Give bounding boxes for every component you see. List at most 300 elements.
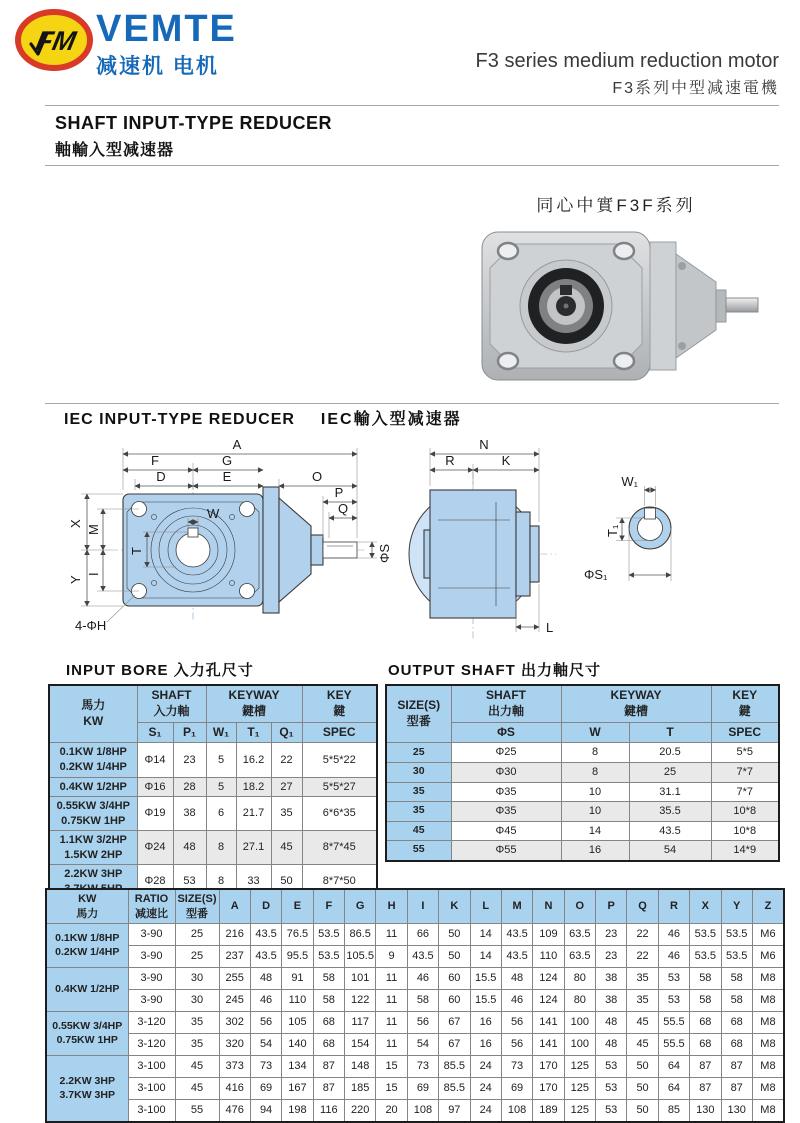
dim-cell: 76.5 [282,924,313,946]
dim-cell: 14 [470,946,501,968]
dim-cell: 53 [596,1100,627,1123]
dimension-row [46,990,784,1012]
dim-label: T [129,547,144,555]
size-cell: 45 [386,821,451,841]
power-cell: 1.1KW 3/2HP 1.5KW 2HP [49,831,137,865]
dim-cell: 15 [376,1056,407,1078]
dim-label: 4-ΦH [75,618,107,633]
shaft-section-drawing [572,448,702,613]
dim-cell: 55 [175,1100,219,1123]
dim-cell: 68 [313,1012,344,1034]
column-header: P [596,889,627,924]
dim-cell: 43.5 [629,821,711,841]
dim-cell: 5 [206,743,236,777]
dim-cell: 87 [721,1078,752,1100]
column-header: SPEC [711,722,779,743]
dim-cell: 85.5 [439,1078,470,1100]
dim-cell: 3-120 [128,1012,175,1034]
dim-cell: 189 [533,1100,564,1123]
header-row [49,685,377,722]
dim-cell: M6 [752,946,784,968]
dim-cell: 55.5 [658,1012,689,1034]
dim-cell: M8 [752,1100,784,1123]
dim-cell: 10 [561,782,629,802]
dim-cell: 68 [690,1012,721,1034]
dim-cell: 53.5 [690,946,721,968]
dim-cell: 43.5 [250,924,281,946]
dim-cell: 124 [533,968,564,990]
dim-cell: 54 [629,841,711,861]
dim-cell: 53 [658,968,689,990]
size-cell: 35 [386,782,451,802]
dim-cell: 53 [173,865,206,900]
dim-cell: 30 [175,968,219,990]
dim-cell: 28 [173,777,206,797]
dim-cell: 43.5 [501,946,532,968]
iec-heading-zh: IEC輸入型减速器 [320,411,462,428]
dim-cell: 125 [564,1100,595,1123]
dim-cell: 66 [407,924,438,946]
dim-cell: 48 [173,831,206,865]
dimension-row [46,1056,784,1078]
dim-cell: 64 [658,1056,689,1078]
dim-cell: 416 [219,1078,250,1100]
dim-cell: 5*5 [711,743,779,763]
dim-cell: Φ35 [451,782,561,802]
column-header: SHAFT 出力軸 [451,685,561,722]
size-cell: 30 [386,763,451,783]
dim-cell: 85.5 [439,1056,470,1078]
dim-cell: 15 [376,1078,407,1100]
dim-cell: 11 [376,968,407,990]
dim-cell: 16 [470,1012,501,1034]
dim-cell: 23 [596,946,627,968]
dim-cell: Φ16 [137,777,173,797]
dim-cell: 109 [533,924,564,946]
dim-cell: 45 [627,1012,658,1034]
dim-label: T₁ [605,524,620,537]
power-cell: 2.2KW 3HP [49,865,137,900]
dim-cell: 100 [564,1012,595,1034]
dim-cell: 67 [439,1012,470,1034]
output-shaft-heading-en: OUTPUT SHAFT [388,662,516,679]
column-header: Q [627,889,658,924]
dim-cell: 302 [219,1012,250,1034]
dim-cell: 216 [219,924,250,946]
dim-cell: 50 [439,946,470,968]
power-cell: 0.55KW 3/4HP 0.75KW 1HP [46,1012,128,1056]
dim-cell: 110 [282,990,313,1012]
size-cell: 25 [386,743,451,763]
dim-cell: Φ25 [451,743,561,763]
dim-label: D [156,469,166,484]
column-header: T₁ [236,722,271,743]
column-header: N [533,889,564,924]
dim-cell: 105 [282,1012,313,1034]
power-cell: 0.4KW 1/2HP [46,968,128,1012]
dim-cell: 198 [282,1100,313,1123]
dim-cell: 46 [407,968,438,990]
dim-cell: M8 [752,1078,784,1100]
output-shaft-row [386,802,779,822]
dim-cell: 35 [271,797,302,831]
dim-cell: 8*7*45 [302,831,377,865]
dim-cell: 63.5 [564,946,595,968]
dim-cell: 50 [627,1056,658,1078]
dim-cell: 58 [721,968,752,990]
dim-cell: 16.2 [236,743,271,777]
input-bore-heading [66,659,254,680]
dim-label: Y [68,575,83,584]
dim-label: X [68,519,83,528]
dimension-row [46,1078,784,1100]
input-bore-table [48,684,378,900]
dim-cell: 33 [236,865,271,900]
dim-label: A [232,437,242,452]
dim-cell: 24 [470,1056,501,1078]
dim-cell: 124 [533,990,564,1012]
dim-cell: 87 [313,1056,344,1078]
dim-cell: 56 [250,1012,281,1034]
dim-cell: 58 [313,968,344,990]
column-header: SIZE(S) 型番 [175,889,219,924]
power-cell: 0.1KW 1/8HP 0.2KW 1/4HP [49,743,137,777]
dim-cell: 50 [271,865,302,900]
brand-block [96,10,237,80]
dim-cell: 53.5 [313,946,344,968]
dim-cell: 25 [629,763,711,783]
output-shaft-heading-zh: 出力軸尺寸 [521,662,602,679]
dim-cell: 7*7 [711,763,779,783]
dim-cell: 35 [627,990,658,1012]
column-header: Q₁ [271,722,302,743]
dim-label: W₁ [621,474,638,489]
column-header: KEYWAY 鍵槽 [561,685,711,722]
dim-cell: 15.5 [470,968,501,990]
dim-cell: 97 [439,1100,470,1123]
column-header: F [313,889,344,924]
column-header: T [629,722,711,743]
dimension-row [46,946,784,968]
column-header: G [345,889,376,924]
column-header: SIZE(S) 型番 [386,685,451,743]
dim-cell: 373 [219,1056,250,1078]
dim-cell: 22 [627,946,658,968]
dim-label: E [222,469,232,484]
dim-cell: 54 [407,1034,438,1056]
dim-cell: 3-100 [128,1056,175,1078]
dim-cell: 125 [564,1056,595,1078]
dim-cell: 148 [345,1056,376,1078]
dim-cell: 85 [658,1100,689,1123]
dim-cell: 69 [250,1078,281,1100]
dim-cell: 122 [345,990,376,1012]
dim-cell: 80 [564,990,595,1012]
dim-cell: 58 [313,990,344,1012]
dim-cell: 31.1 [629,782,711,802]
dim-cell: 6 [206,797,236,831]
dim-cell: 141 [533,1034,564,1056]
dim-cell: 108 [501,1100,532,1123]
dim-cell: 8 [206,831,236,865]
page-title-en: SHAFT INPUT-TYPE REDUCER [55,113,333,133]
dim-cell: 10*8 [711,821,779,841]
divider [45,403,779,404]
output-shaft-row [386,763,779,783]
dim-cell: 22 [271,743,302,777]
dim-cell: 237 [219,946,250,968]
dim-cell: 45 [175,1056,219,1078]
dim-label: O [311,469,323,484]
dim-cell: 53.5 [721,924,752,946]
dimension-row [46,1012,784,1034]
dim-cell: 8*7*50 [302,865,377,900]
dim-cell: 25 [175,946,219,968]
dim-cell: 134 [282,1056,313,1078]
dim-cell: 68 [313,1034,344,1056]
dim-cell: 14 [470,924,501,946]
input-bore-row [49,831,377,865]
dim-cell: 45 [175,1078,219,1100]
dim-cell: 21.7 [236,797,271,831]
dim-cell: 8 [206,865,236,900]
page-title-block [55,113,332,160]
product-photo [470,224,762,388]
dim-cell: 50 [627,1100,658,1123]
header-row [386,685,779,722]
dim-cell: 9 [376,946,407,968]
dim-cell: 68 [721,1012,752,1034]
dim-cell: 73 [407,1056,438,1078]
input-bore-row [49,743,377,777]
output-shaft-row [386,782,779,802]
dim-cell: 45 [627,1034,658,1056]
dim-cell: M6 [752,924,784,946]
dim-cell: 130 [690,1100,721,1123]
dim-cell: 23 [596,924,627,946]
column-header: P₁ [173,722,206,743]
dimension-row [46,924,784,946]
column-header: ΦS [451,722,561,743]
dim-cell: 58 [690,968,721,990]
dim-cell: 38 [596,990,627,1012]
dimension-table [45,888,785,1123]
dim-cell: Φ55 [451,841,561,861]
dim-cell: 20 [376,1100,407,1123]
column-header: KW 馬力 [46,889,128,924]
dim-cell: 87 [313,1078,344,1100]
dim-label: N [479,437,489,452]
dim-cell: 73 [250,1056,281,1078]
dim-cell: 3-100 [128,1078,175,1100]
dim-cell: 60 [439,968,470,990]
output-shaft-table [385,684,780,862]
column-header: D [250,889,281,924]
dim-cell: 220 [345,1100,376,1123]
dim-label: W [207,506,220,521]
dim-cell: 22 [627,924,658,946]
dim-cell: 117 [345,1012,376,1034]
input-bore-heading-en: INPUT BORE [66,662,169,679]
brand-subtitle: 减速机 电机 [96,55,219,78]
dim-cell: 94 [250,1100,281,1123]
dim-cell: 80 [564,968,595,990]
logo-oval-icon [14,8,94,72]
column-header: K [439,889,470,924]
size-cell: 35 [386,802,451,822]
dim-cell: M8 [752,968,784,990]
dim-cell: M8 [752,1012,784,1034]
dim-cell: 58 [407,990,438,1012]
dim-label: L [546,620,554,635]
dim-label: F [151,453,159,468]
dim-cell: 87 [690,1078,721,1100]
column-header: H [376,889,407,924]
dim-cell: 11 [376,1012,407,1034]
series-title-block [476,50,779,98]
dim-cell: 54 [250,1034,281,1056]
dim-cell: 46 [250,990,281,1012]
dim-cell: 58 [721,990,752,1012]
dim-cell: 56 [501,1012,532,1034]
power-cell: 0.55KW 3/4HP 0.75KW 1HP [49,797,137,831]
dim-cell: 35 [175,1034,219,1056]
dim-cell: 87 [690,1056,721,1078]
dim-cell: 53.5 [313,924,344,946]
dim-cell: 87 [721,1056,752,1078]
dim-cell: 69 [501,1078,532,1100]
dim-cell: 60 [439,990,470,1012]
input-bore-row [49,777,377,797]
dim-cell: 3-90 [128,990,175,1012]
dim-cell: 100 [564,1034,595,1056]
column-header: KEY 鍵 [711,685,779,722]
column-header: A [219,889,250,924]
dim-cell: 14*9 [711,841,779,861]
dim-label: I [86,572,101,576]
dim-cell: 35 [175,1012,219,1034]
input-bore-heading-zh: 入力孔尺寸 [173,662,254,679]
column-header: SHAFT 入力軸 [137,685,206,722]
dim-label: M [86,524,101,535]
output-shaft-row [386,841,779,861]
column-header: L [470,889,501,924]
dim-cell: 6*6*35 [302,797,377,831]
dim-cell: 3-90 [128,946,175,968]
column-header: R [658,889,689,924]
column-header: 馬力 KW [49,685,137,743]
column-header: KEY 鍵 [302,685,377,722]
divider [45,165,779,166]
dim-label: P [334,485,344,500]
dim-cell: 320 [219,1034,250,1056]
dim-cell: 110 [533,946,564,968]
dim-cell: 46 [658,924,689,946]
vemte-logo [14,8,94,72]
power-cell: 0.1KW 1/8HP 0.2KW 1/4HP [46,924,128,968]
dim-cell: 43.5 [501,924,532,946]
dim-cell: 68 [721,1034,752,1056]
dim-cell: 170 [533,1078,564,1100]
dimension-row [46,968,784,990]
column-header: X [690,889,721,924]
dim-cell: 53.5 [690,924,721,946]
dim-cell: 11 [376,924,407,946]
dim-cell: 27 [271,777,302,797]
iec-heading-en: IEC INPUT-TYPE REDUCER [64,411,295,428]
power-cell: 0.4KW 1/2HP [49,777,137,797]
dim-cell: 3-90 [128,924,175,946]
front-view-drawing [55,432,405,650]
dim-cell: 10 [561,802,629,822]
dim-label: G [221,453,233,468]
dim-cell: 3-90 [128,968,175,990]
dim-cell: Φ14 [137,743,173,777]
dim-cell: 11 [376,1034,407,1056]
column-header: KEYWAY 鍵槽 [206,685,302,722]
series-title-zh: F3系列中型减速電機 [612,80,779,97]
dim-cell: 64 [658,1078,689,1100]
dim-cell: 53 [658,990,689,1012]
dim-cell: M8 [752,990,784,1012]
dim-cell: 56 [407,1012,438,1034]
product-caption: 同心中實F3F系列 [536,196,696,215]
side-view-drawing [398,432,563,650]
dim-cell: 23 [173,743,206,777]
dim-cell: 46 [501,990,532,1012]
dim-cell: 56 [501,1034,532,1056]
dim-cell: 53 [596,1056,627,1078]
dim-label: Q [337,501,349,516]
iec-section-heading [64,406,462,429]
dim-cell: Φ28 [137,865,173,900]
dim-cell: 55.5 [658,1034,689,1056]
dimension-row [46,1100,784,1123]
dim-cell: 35 [627,968,658,990]
dim-cell: 50 [439,924,470,946]
dim-cell: 27.1 [236,831,271,865]
dim-cell: 16 [470,1034,501,1056]
dim-cell: 10*8 [711,802,779,822]
dimension-row [46,1034,784,1056]
output-shaft-row [386,743,779,763]
dim-cell: Φ30 [451,763,561,783]
dim-cell: 3-100 [128,1100,175,1123]
dim-cell: 105.5 [345,946,376,968]
dim-cell: 108 [407,1100,438,1123]
dim-cell: 25 [175,924,219,946]
dim-cell: 38 [596,968,627,990]
dim-cell: M8 [752,1034,784,1056]
output-shaft-row [386,821,779,841]
dim-cell: 43.5 [250,946,281,968]
dim-cell: 141 [533,1012,564,1034]
dim-label: ΦS [377,543,392,563]
column-header: RATIO 减速比 [128,889,175,924]
dim-cell: 185 [345,1078,376,1100]
column-header: E [282,889,313,924]
dim-label: K [501,453,511,468]
dim-cell: 35.5 [629,802,711,822]
dim-cell: 8 [561,743,629,763]
dim-cell: 140 [282,1034,313,1056]
svg-text:FM: FM [33,25,79,56]
dim-cell: 170 [533,1056,564,1078]
dim-cell: Φ45 [451,821,561,841]
divider [45,105,779,106]
dim-cell: 38 [173,797,206,831]
dim-cell: 5 [206,777,236,797]
